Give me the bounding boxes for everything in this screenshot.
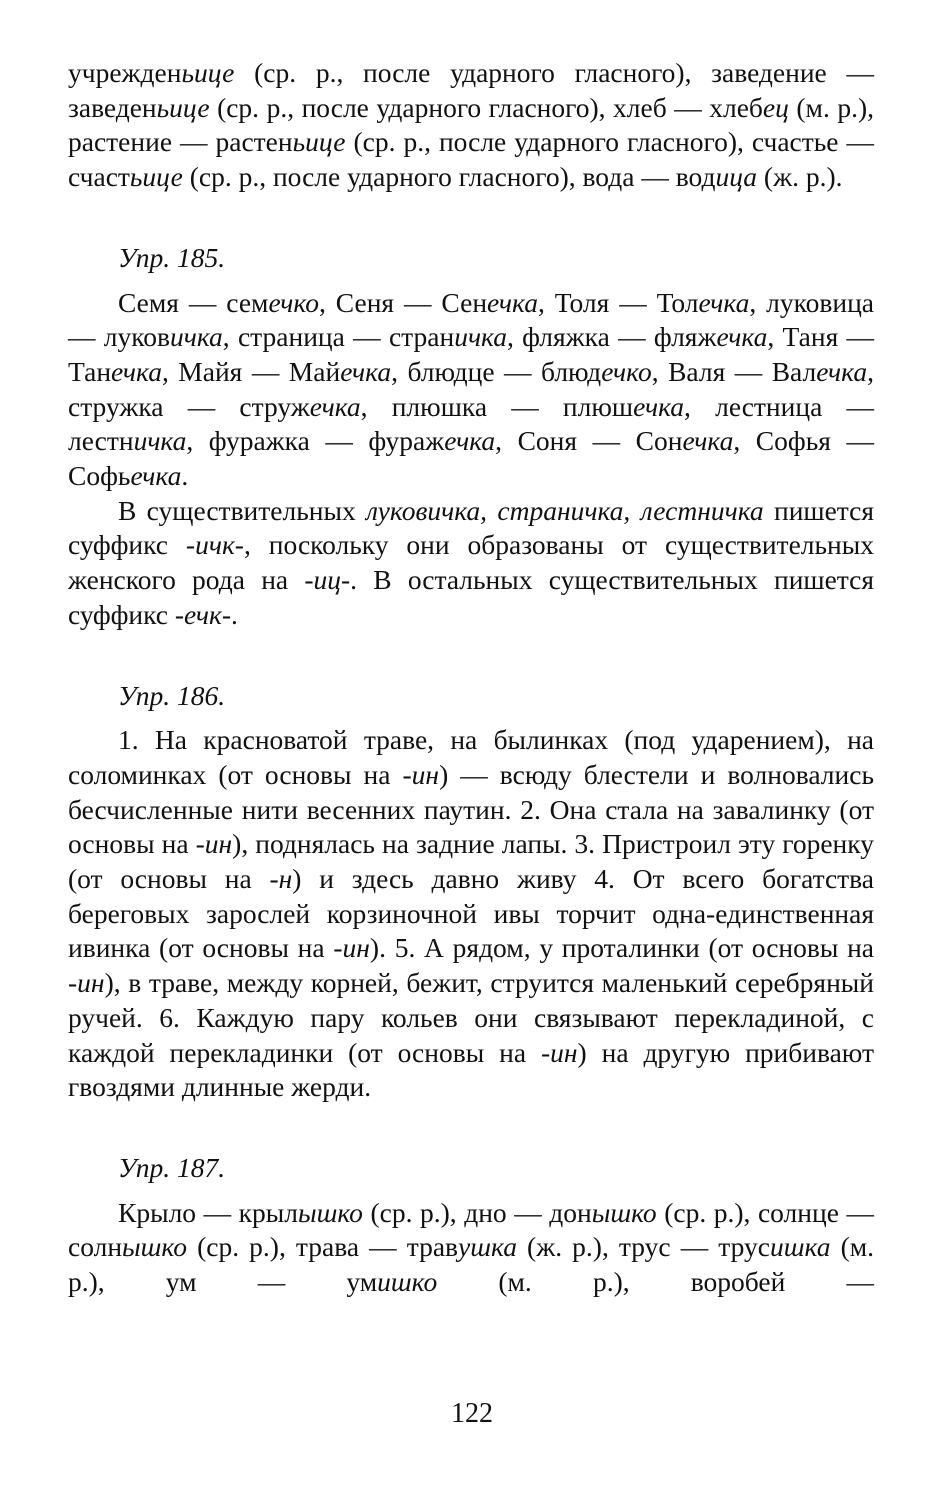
exercise-186-paragraph-1: 1. На красноватой траве, на былинках (под ударением), на соломинках (от основы на -ин) — всюду блестели и волновались бесчисленные нити весенних паутин. 2. Она стала на завалинку (от основы на -ин), поднялась на задние лапы. 3. Пристроил эту горенку (от основы на -н) и здесь давно живу 4. От всего богатства береговых зарослей корзиночной ивы торчит одна-единственная ивинка (от основы на -ин). 5. А рядом, у проталинки (от основы на -ин), в траве, между корней, бежит, струится маленький серебряный ручей. 6. Каждую пару кольев они связывают перекладиной, с каждой перекладинки (от основы на -ин) на другую прибивают гвоздями длинные жерди. [68, 724, 875, 1103]
intro-paragraph: учрежденьице (ср. р., после ударного гласного), заведение — заведеньице (ср. р., после ударного гласного), хлеб — хлебец (м. р.), растение — растеньице (ср. р., после ударного гласного), счастье — счастьице (ср. р., после ударного гласного), вода — водица (ж. р.). [68, 57, 874, 193]
page-number: 122 [451, 1398, 493, 1429]
exercise-186-heading: Упр. 186. [118, 679, 226, 711]
exercise-187-heading: Упр. 187. [118, 1151, 226, 1183]
exercise-187-paragraph-1: Крыло — крылышко (ср. р.), дно — донышко (ср. р.), солнце — солнышко (ср. р.), трава — травушка (ж. р.), трус — трусишка (м. р.), ум — умишко (м. р.), воробей — [68, 1196, 874, 1298]
exercise-185-paragraph-1: Семя — семечко, Сеня — Сенечка, Толя — Толечка, луковица — луковичка, страница — страничка, фляжка — фляжечка, Таня — Танечка, Майя — Майечка, блюдце — блюдечко, Валя — Валечка, стружка — стружечка, плюшка — плюшечка, лестница — лестничка, фуражка — фуражечка, Соня — Сонечка, Софья — Софьечка. [68, 286, 875, 492]
exercise-185-paragraph-2: В существительных луковичка, страничка, лестничка пишется суффикс -ичк-, поскольку они образованы от существительных женского рода на -иц-. В остальных существительных пишется суффикс -ечк-. [68, 494, 875, 630]
page-content [68, 56, 874, 1300]
exercise-185-heading: Упр. 185. [118, 241, 226, 273]
